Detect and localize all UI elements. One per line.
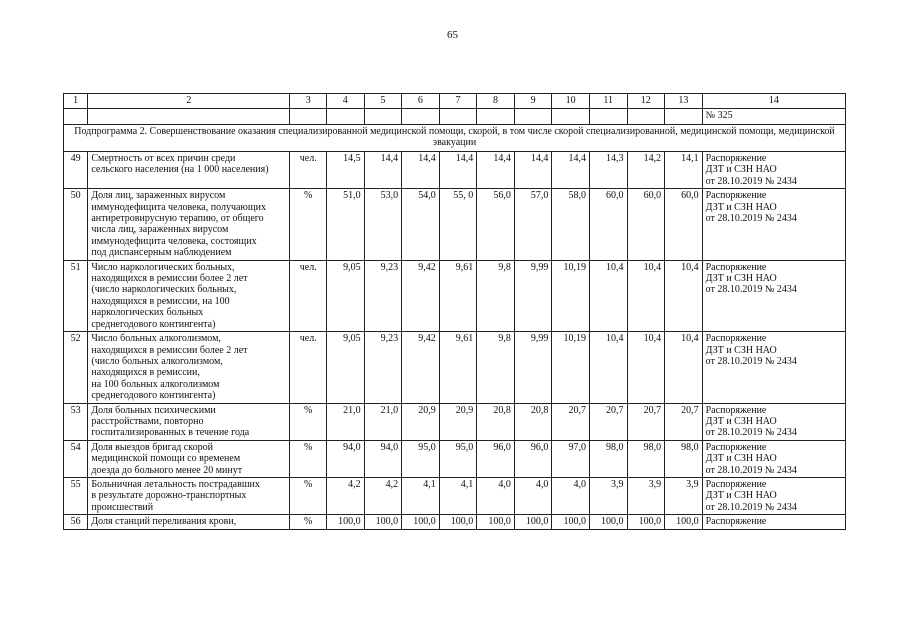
value-cell: 10,4 (627, 332, 665, 403)
value-cell: 14,4 (439, 152, 477, 189)
value-cell: 95,0 (439, 440, 477, 477)
header-cell: 10 (552, 94, 590, 109)
value-cell: 21,0 (364, 403, 402, 440)
value-cell: 10,4 (627, 260, 665, 331)
value-cell: 100,0 (665, 515, 703, 529)
value-cell: 9,05 (327, 260, 365, 331)
table-row (64, 515, 846, 529)
header-cell: 4 (327, 94, 365, 109)
document-reference-cell: Распоряжение ДЗТ и СЗН НАО от 28.10.2019 № 2434 (702, 189, 845, 260)
value-cell: 4,0 (477, 477, 515, 514)
value-cell: 96,0 (477, 440, 515, 477)
value-cell: 94,0 (364, 440, 402, 477)
document-reference-cell: № 325 (702, 109, 845, 125)
indicators-table (63, 93, 846, 530)
value-cell: 9,23 (364, 260, 402, 331)
row-number-cell: 51 (64, 260, 88, 331)
value-cell: 9,61 (439, 260, 477, 331)
value-cell: 20,8 (477, 403, 515, 440)
value-cell: 4,0 (552, 477, 590, 514)
header-cell: 13 (665, 94, 703, 109)
value-cell: 10,4 (665, 332, 703, 403)
indicator-name-cell: Доля лиц, зараженных вирусом иммунодефицита человека, получающих антиретровирусную терапию, от общего числа лиц, зараженных вирусом иммунодефицита человека, состоящих под диспансерным наблюдением (88, 189, 290, 260)
value-cell: 9,8 (477, 332, 515, 403)
row-number-cell: 50 (64, 189, 88, 260)
value-cell: 51,0 (327, 189, 365, 260)
value-cell: 98,0 (589, 440, 627, 477)
indicator-name-cell: Число больных алкоголизмом, находящихся в ремиссии более 2 лет (число больных алкоголизмом, находящихся в ремиссии, на 100 больных алкоголизмом среднегодового контингента) (88, 332, 290, 403)
row-number-cell: 56 (64, 515, 88, 529)
value-cell: 14,1 (665, 152, 703, 189)
value-cell: 4,2 (327, 477, 365, 514)
document-reference-cell: Распоряжение ДЗТ и СЗН НАО от 28.10.2019 № 2434 (702, 403, 845, 440)
value-cell: 10,4 (589, 332, 627, 403)
value-cell: 9,99 (514, 332, 552, 403)
value-cell: 100,0 (402, 515, 440, 529)
value-cell: 20,7 (552, 403, 590, 440)
value-cell: 14,4 (552, 152, 590, 189)
header-cell: 7 (439, 94, 477, 109)
header-cell: 2 (88, 94, 290, 109)
value-cell: 20,9 (402, 403, 440, 440)
unit-cell: % (290, 515, 327, 529)
indicator-name-cell: Доля больных психическими расстройствами, повторно госпитализированных в течение года (88, 403, 290, 440)
row-number-cell: 55 (64, 477, 88, 514)
unit-cell: % (290, 477, 327, 514)
value-cell: 95,0 (402, 440, 440, 477)
value-cell: 4,1 (402, 477, 440, 514)
header-cell: 5 (364, 94, 402, 109)
value-cell: 94,0 (327, 440, 365, 477)
value-cell: 9,42 (402, 332, 440, 403)
value-cell: 60,0 (627, 189, 665, 260)
header-cell: 14 (702, 94, 845, 109)
value-cell: 98,0 (627, 440, 665, 477)
table-row (64, 152, 846, 189)
header-cell: 11 (589, 94, 627, 109)
header-cell: 1 (64, 94, 88, 109)
value-cell: 10,19 (552, 260, 590, 331)
value-cell: 14,5 (327, 152, 365, 189)
value-cell: 21,0 (327, 403, 365, 440)
unit-cell: чел. (290, 332, 327, 403)
value-cell: 54,0 (402, 189, 440, 260)
value-cell: 9,05 (327, 332, 365, 403)
header-cell: 3 (290, 94, 327, 109)
value-cell: 100,0 (477, 515, 515, 529)
value-cell: 97,0 (552, 440, 590, 477)
value-cell: 20,7 (627, 403, 665, 440)
value-cell: 4,2 (364, 477, 402, 514)
value-cell: 100,0 (327, 515, 365, 529)
row-number-cell: 54 (64, 440, 88, 477)
table-row (64, 440, 846, 477)
table-row (64, 477, 846, 514)
table-row (64, 403, 846, 440)
value-cell: 9,99 (514, 260, 552, 331)
value-cell: 100,0 (589, 515, 627, 529)
value-cell: 3,9 (665, 477, 703, 514)
value-cell: 100,0 (439, 515, 477, 529)
value-cell: 20,9 (439, 403, 477, 440)
document-reference-cell: Распоряжение (702, 515, 845, 529)
value-cell: 53,0 (364, 189, 402, 260)
value-cell: 20,7 (589, 403, 627, 440)
value-cell: 9,42 (402, 260, 440, 331)
value-cell: 9,23 (364, 332, 402, 403)
column-number-row (64, 94, 846, 109)
value-cell: 3,9 (589, 477, 627, 514)
value-cell: 56,0 (477, 189, 515, 260)
value-cell: 14,4 (402, 152, 440, 189)
indicator-name-cell: Число наркологических больных, находящихся в ремиссии более 2 лет (число наркологических больных, находящихся в ремиссии, на 100 наркологических больных среднегодового контингента) (88, 260, 290, 331)
value-cell: 96,0 (514, 440, 552, 477)
value-cell: 14,2 (627, 152, 665, 189)
header-cell: 8 (477, 94, 515, 109)
unit-cell: % (290, 189, 327, 260)
value-cell: 57,0 (514, 189, 552, 260)
indicator-name-cell: Смертность от всех причин среди сельского населения (на 1 000 населения) (88, 152, 290, 189)
value-cell: 100,0 (552, 515, 590, 529)
unit-cell: % (290, 403, 327, 440)
document-reference-cell: Распоряжение ДЗТ и СЗН НАО от 28.10.2019 № 2434 (702, 152, 845, 189)
subprogram-title: Подпрограмма 2. Совершенствование оказания специализированной медицинской помощи, скорой, в том числе скорой специализированной, медицинской помощи, медицинской эвакуации (64, 125, 846, 152)
subprogram-row (64, 125, 846, 152)
page-number: 65 (447, 29, 458, 41)
value-cell: 4,0 (514, 477, 552, 514)
document-reference-cell: Распоряжение ДЗТ и СЗН НАО от 28.10.2019 № 2434 (702, 477, 845, 514)
row-number-cell: 53 (64, 403, 88, 440)
value-cell: 14,4 (364, 152, 402, 189)
value-cell: 55, 0 (439, 189, 477, 260)
value-cell: 58,0 (552, 189, 590, 260)
header-cell: 12 (627, 94, 665, 109)
value-cell: 60,0 (665, 189, 703, 260)
document-reference-cell: Распоряжение ДЗТ и СЗН НАО от 28.10.2019 № 2434 (702, 260, 845, 331)
value-cell: 4,1 (439, 477, 477, 514)
header-cell: 6 (402, 94, 440, 109)
indicator-name-cell: Больничная летальность пострадавших в результате дорожно-транспортных происшествий (88, 477, 290, 514)
value-cell: 10,4 (665, 260, 703, 331)
header-cell: 9 (514, 94, 552, 109)
value-cell: 98,0 (665, 440, 703, 477)
continuation-row (64, 109, 846, 125)
value-cell: 100,0 (364, 515, 402, 529)
value-cell: 100,0 (627, 515, 665, 529)
value-cell: 10,19 (552, 332, 590, 403)
unit-cell: чел. (290, 260, 327, 331)
value-cell: 20,7 (665, 403, 703, 440)
row-number-cell: 49 (64, 152, 88, 189)
value-cell: 20,8 (514, 403, 552, 440)
table-row (64, 260, 846, 331)
row-number-cell: 52 (64, 332, 88, 403)
value-cell: 14,4 (477, 152, 515, 189)
value-cell: 60,0 (589, 189, 627, 260)
value-cell: 9,61 (439, 332, 477, 403)
value-cell: 9,8 (477, 260, 515, 331)
value-cell: 3,9 (627, 477, 665, 514)
document-reference-cell: Распоряжение ДЗТ и СЗН НАО от 28.10.2019 № 2434 (702, 440, 845, 477)
value-cell: 14,4 (514, 152, 552, 189)
table-row (64, 189, 846, 260)
document-reference-cell: Распоряжение ДЗТ и СЗН НАО от 28.10.2019 № 2434 (702, 332, 845, 403)
indicator-name-cell: Доля станций переливания крови, (88, 515, 290, 529)
unit-cell: % (290, 440, 327, 477)
indicator-name-cell: Доля выездов бригад скорой медицинской помощи со временем доезда до больного менее 20 минут (88, 440, 290, 477)
value-cell: 14,3 (589, 152, 627, 189)
value-cell: 10,4 (589, 260, 627, 331)
unit-cell: чел. (290, 152, 327, 189)
table-row (64, 332, 846, 403)
value-cell: 100,0 (514, 515, 552, 529)
